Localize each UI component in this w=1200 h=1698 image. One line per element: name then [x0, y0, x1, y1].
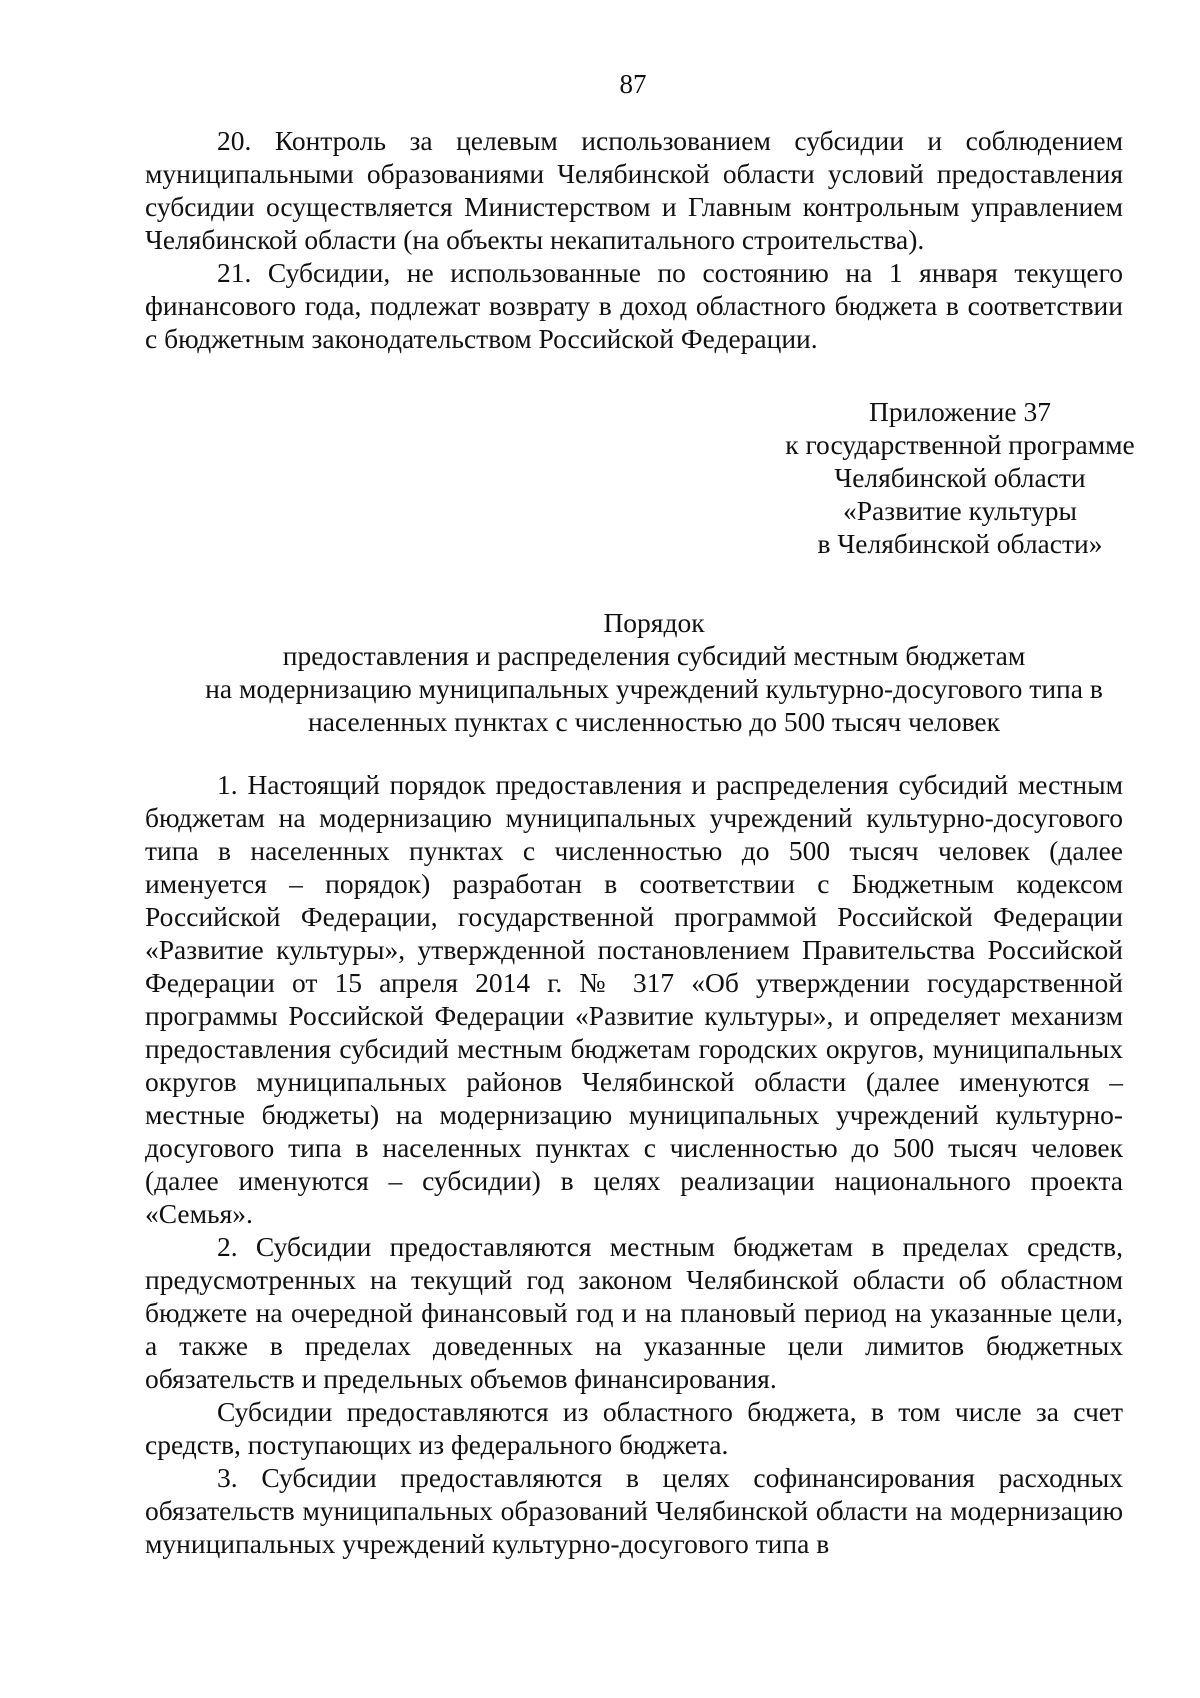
paragraph-2-continuation: Субсидии предоставляются из областного бюджета, в том числе за счет средств, поступающих из федерального бюджета.: [145, 1396, 1123, 1460]
paragraph-3: 3. Субсидии предоставляются в целях софинансирования расходных обязательств муниципальных образований Челябинской области на модернизацию муниципальных учреждений культурно-досугового типа в: [145, 1462, 1123, 1559]
appendix-line-4: «Развитие культуры: [843, 495, 1077, 526]
appendix-line-2: к государственной программе: [785, 429, 1135, 460]
heading-line-1: предоставления и распределения субсидий местным бюджетам: [282, 640, 1026, 671]
paragraph-2: 2. Субсидии предоставляются местным бюджетам в пределах средств, предусмотренных на текущий год законом Челябинской области об областном бюджете на очередной финансовый год и на плановый период на указанные цели, а также в пределах доведенных на указанные цели лимитов бюджетных обязательств и предельных объемов финансирования.: [145, 1231, 1123, 1394]
heading-line-3: населенных пунктах с численностью до 500 тысяч человек: [307, 706, 1000, 737]
appendix-header: [715, 395, 1200, 560]
appendix-line-5: в Челябинской области»: [817, 528, 1103, 559]
heading-line-2: на модернизацию муниципальных учреждений культурно-досугового типа в: [205, 673, 1103, 704]
paragraph-21: 21. Субсидии, не использованные по состоянию на 1 января текущего финансового года, подлежат возврату в доход областного бюджета в соответствии с бюджетным законодательством Российской Федерации.: [145, 257, 1123, 354]
appendix-line-1: Приложение 37: [869, 396, 1051, 427]
appendix-line-3: Челябинской области: [834, 462, 1086, 493]
paragraph-20: 20. Контроль за целевым использованием субсидии и соблюдением муниципальными образованиями Челябинской области условий предоставления субсидии осуществляется Министерством и Главным контрольным управлением Челябинской области (на объекты некапитального строительства).: [145, 125, 1123, 255]
document-heading: [145, 606, 1123, 738]
document-body: [145, 124, 1135, 1560]
page-number: 87: [619, 69, 647, 99]
paragraph-1: 1. Настоящий порядок предоставления и распределения субсидий местным бюджетам на модернизацию муниципальных учреждений культурно-досугового типа в населенных пунктах с численностью до 500 тысяч человек (далее именуется – порядок) разработан в соответствии с Бюджетным кодексом Российской Федерации, государственной программой Российской Федерации «Развитие культуры», утвержденной постановлением Правительства Российской Федерации от 15 апреля 2014 г. № 317 «Об утверждении государственной программы Российской Федерации «Развитие культуры», и определяет механизм предоставления субсидий местным бюджетам городских округов, муниципальных округов муниципальных районов Челябинской области (далее именуются – местные бюджеты) на модернизацию муниципальных учреждений культурно-досугового типа в населенных пунктах с численностью до 500 тысяч человек (далее именуются – субсидии) в целях реализации национального проекта «Семья».: [145, 769, 1123, 1229]
heading-title: Порядок: [603, 607, 705, 638]
spacer: [145, 738, 1123, 768]
